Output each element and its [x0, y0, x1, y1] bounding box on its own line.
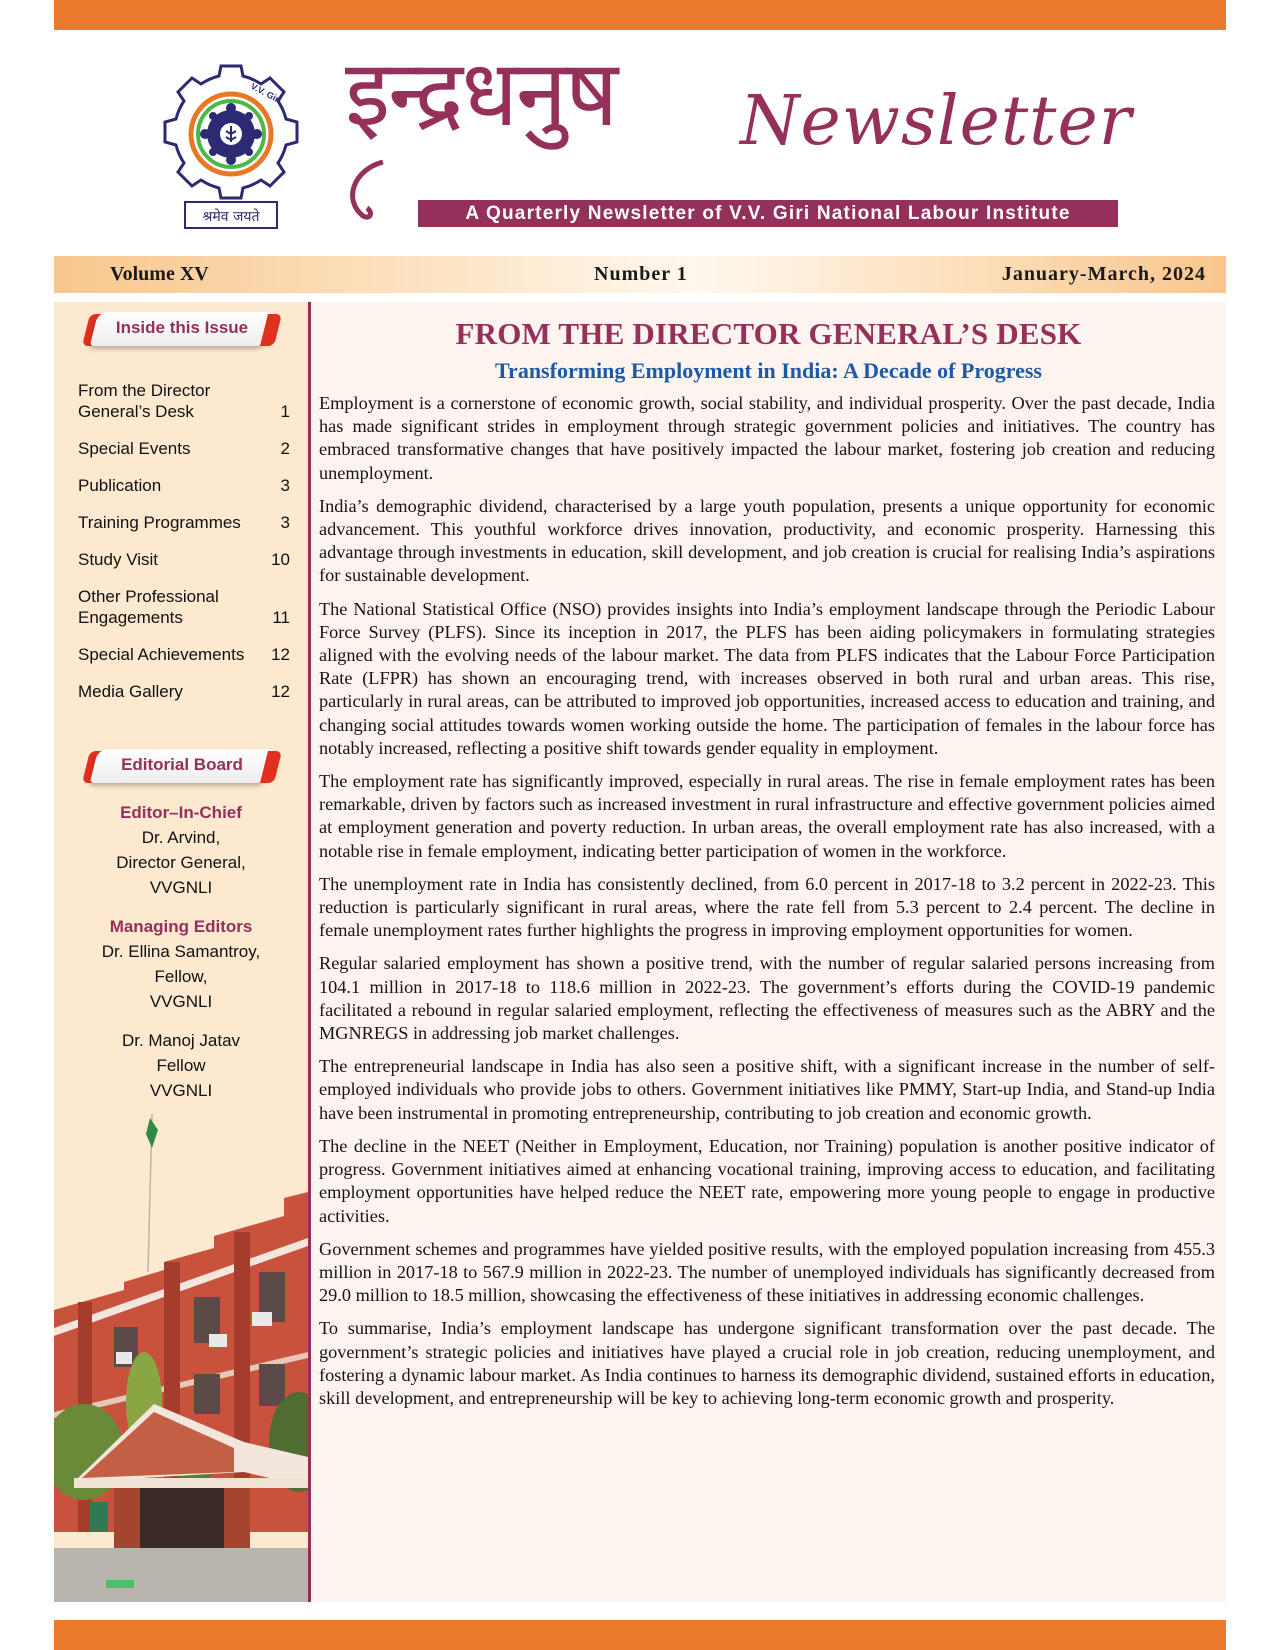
toc-item-page: 12 [271, 682, 290, 701]
masthead-swirl-icon [343, 160, 423, 220]
toc-item-label: Training Programmes [78, 513, 241, 532]
toc-item-page: 2 [280, 439, 290, 458]
toc-item-page: 11 [272, 608, 290, 627]
main-article [311, 302, 1226, 1602]
inside-issue-ribbon [84, 310, 280, 348]
article-paragraph: The National Statistical Office (NSO) provides insights into India’s employment landscape through the Periodic Labour Force Survey (PLFS). Since its inception in 2017, the PLFS has been aiding policymakers in formulating strategies aligned with the evolving needs of the labour market. The data from PLFS indicates that the Labour Force Participation Rate (LFPR) has shown an encouraging trend, with increases observed in both rural and urban areas. This rise, particularly in rural areas, can be attributed to improved job opportunities, increased access to education and training, and changing social attitudes towards women working outside the home. The participation of females in the labour force has notably increased, reflecting a positive shift towards gender equality in employment. [319, 598, 1215, 758]
editor-in-chief-title: Director General, [116, 853, 246, 872]
article-paragraph: Employment is a cornerstone of economic growth, social stability, and individual prosperity. Over the past decade, India has made significant strides in employment through strategic government policies and initiatives. The country has embraced transformative changes that have positively impacted the labour market, fostering job creation and reducing unemployment. [319, 393, 1215, 483]
issue-number: Number 1 [594, 263, 688, 285]
editorial-board-ribbon [84, 747, 280, 785]
managing-editor-2-title: Fellow [156, 1056, 206, 1075]
issue-volume: Volume XV [110, 263, 209, 285]
toc-item[interactable] [78, 512, 290, 533]
toc-item-page: 12 [271, 645, 290, 664]
editor-in-chief-name: Dr. Arvind, [141, 828, 221, 847]
top-orange-bar [54, 0, 1226, 30]
toc-item[interactable] [78, 644, 290, 665]
issue-date: January-March, 2024 [1001, 263, 1206, 285]
article-paragraph: The unemployment rate in India has consistently declined, from 6.0 percent in 2017-18 to 3.2 percent in 2022-23. This reduction is particularly significant in rural areas, where the rate fell from 5.3 percent to 2.4 percent. The decline in female unemployment rates further highlights the progress in improving employment opportunities for women. [319, 873, 1215, 941]
vvgnli-logo [160, 62, 302, 232]
managing-editor-2-name: Dr. Manoj Jatav [121, 1031, 241, 1050]
toc-item-page: 3 [280, 513, 290, 532]
editor-in-chief-org: VVGNLI [149, 878, 213, 897]
article-paragraph: The employment rate has significantly improved, especially in rural areas. The rise in female employment rates has been remarkable, driven by factors such as increased investment in rural infrastructure and effective government policies aimed at employment generation and poverty reduction. In urban areas, the overall employment rate has also increased, with a notable rise in female employment, indicating better participation of women in the workforce. [319, 771, 1215, 861]
masthead-english-title: Newsletter [740, 82, 1133, 161]
article-subtitle: Transforming Employment in India: A Decade of Progress [495, 358, 1042, 383]
article-paragraph: Government schemes and programmes have yielded positive results, with the employed population increasing from 455.3 million in 2017-18 to 567.9 million in 2022-23. The number of unemployed individuals has significantly decreased from 29.0 million to 18.5 million, showcasing the effectiveness of these initiatives in addressing economic challenges. [319, 1238, 1215, 1306]
article-paragraph: India’s demographic dividend, characterised by a large youth population, presents a unique opportunity for economic advancement. This youthful workforce drives innovation, productivity, and economic prosperity. Harnessing this advantage through investments in education, skill development, and job creation is crucial for realising India’s aspirations for sustainable development. [319, 495, 1215, 586]
toc-item-page: 10 [271, 550, 290, 569]
logo-motto: श्रमेव जयते [202, 209, 260, 225]
toc-item-label: Special Events [78, 439, 191, 458]
building-illustration-icon [54, 1112, 308, 1602]
managing-editor-1-name: Dr. Ellina Samantroy, [101, 942, 261, 961]
editorial-board-heading: Editorial Board [121, 755, 243, 774]
toc-item-label: Media Gallery [78, 682, 183, 701]
toc-item[interactable] [78, 549, 290, 570]
masthead-tagline: A Quarterly Newsletter of V.V. Giri National Labour Institute [418, 200, 1118, 227]
masthead-hindi-title: इन्द्रधनुष [345, 40, 617, 147]
article-paragraph: The entrepreneurial landscape in India has also seen a positive shift, with a significant increase in the number of self-employed individuals who provide jobs to others. Government initiatives like PMMY, Start-up India, and Stand-up India have been instrumental in promoting entrepreneurship, contributing to job creation and economic growth. [319, 1056, 1215, 1123]
managing-editor-1-title: Fellow, [154, 967, 208, 986]
toc-item-page: 1 [280, 402, 290, 421]
logo-emblem-icon [160, 62, 302, 232]
article-paragraph: The decline in the NEET (Neither in Employment, Education, nor Training) population is another positive indicator of progress. Government initiatives aimed at enhancing vocational training, improving access to education, and facilitating employment opportunities have helped reduce the NEET rate, empowering more young people to engage in productive activities. [319, 1135, 1215, 1226]
toc-item[interactable] [78, 438, 290, 459]
editorial-board [54, 800, 308, 1103]
svg-text:V.V. Giri: V.V. Giri [249, 80, 284, 106]
toc-item[interactable] [78, 586, 290, 628]
toc-item-label: Study Visit [78, 550, 159, 569]
article-body [319, 392, 1215, 1420]
toc-item-label: Other Professional Engagements [78, 587, 219, 627]
toc-item-page: 3 [280, 476, 290, 495]
inside-issue-heading: Inside this Issue [115, 318, 249, 337]
article-paragraph: Regular salaried employment has shown a positive trend, with the number of regular salaried persons increasing from 104.1 million in 2017-18 to 118.6 million in 2022-23. The government’s efforts during the COVID-19 pandemic facilitated a rebound in regular salaried employment, reflecting the effectiveness of measures such as the ABRY and the MGNREGS in addressing job market challenges. [319, 953, 1215, 1044]
table-of-contents [78, 380, 290, 718]
article-paragraph: To summarise, India’s employment landscape has undergone significant transformation over the past decade. The government’s strategic policies and initiatives have played a crucial role in job creation, reducing unemployment, and fostering a dynamic labour market. As India continues to harness its demographic dividend, sustained efforts in education, skill development, and entrepreneurship will be key to achieving long-term economic growth and prosperity. [319, 1318, 1215, 1408]
managing-editors-role: Managing Editors [109, 917, 253, 936]
bottom-orange-bar [54, 1620, 1226, 1650]
managing-editor-2-org: VVGNLI [149, 1081, 213, 1100]
section-title: FROM THE DIRECTOR GENERAL’S DESK [455, 316, 1082, 351]
toc-item[interactable] [78, 475, 290, 496]
toc-item[interactable] [78, 681, 290, 702]
toc-item[interactable] [78, 380, 290, 422]
toc-item-label: Publication [78, 476, 162, 495]
issue-info-bar [54, 256, 1226, 293]
toc-item-label: From the Director General’s Desk [78, 381, 211, 421]
institute-building-photo [54, 1112, 308, 1602]
managing-editor-1-org: VVGNLI [149, 992, 213, 1011]
toc-item-label: Special Achievements [78, 645, 245, 664]
editor-in-chief-role: Editor–In-Chief [120, 803, 242, 822]
